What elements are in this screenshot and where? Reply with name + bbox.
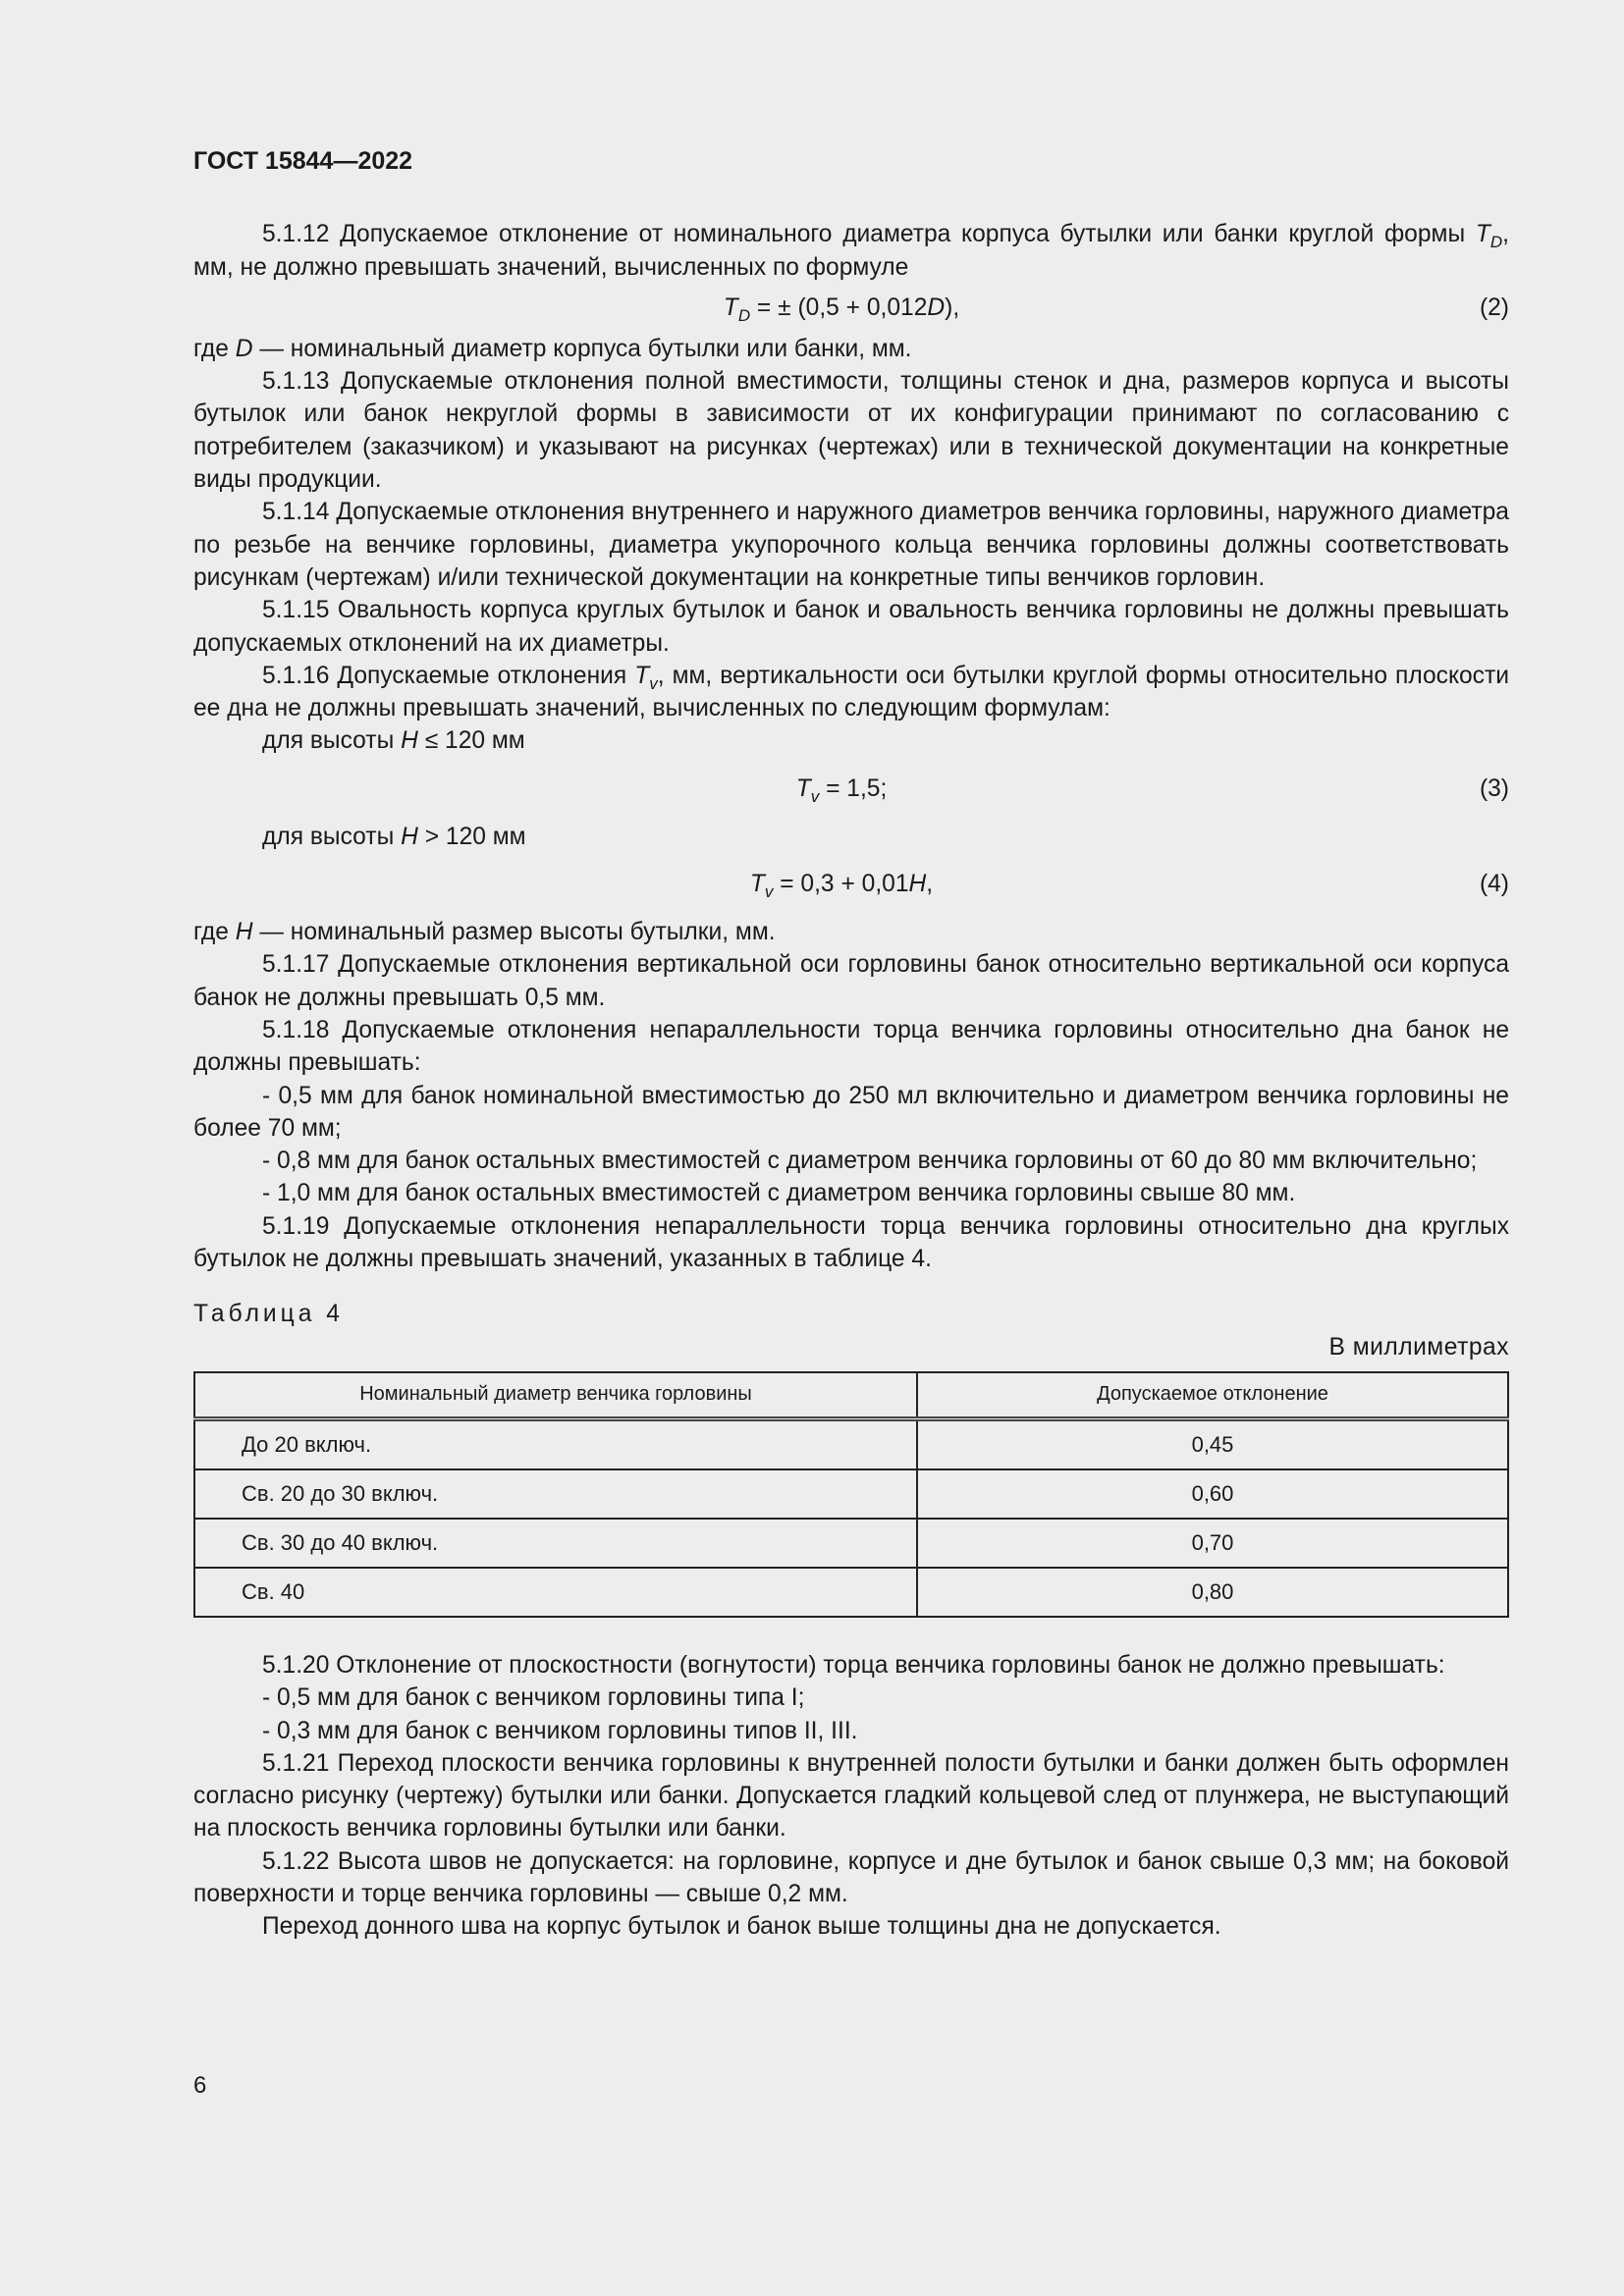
formula-number: (3) bbox=[1479, 775, 1509, 803]
table-row bbox=[194, 1469, 1508, 1519]
paragraph-5-1-21: 5.1.21 Переход плоскости венчика горловины к внутренней полости бутылки и банки должен быть оформлен согласно рисунку (чертежу) бутылки или банки. Допускается гладкий кольцевой след от плунжера, не выступающий на плоскость венчика горловины бутылки или банки. bbox=[193, 1749, 1509, 1842]
condition-height-le-120: для высоты H ≤ 120 мм bbox=[262, 727, 525, 755]
table-header-row bbox=[194, 1372, 1508, 1419]
clause-number: 5.1.18 bbox=[262, 1016, 330, 1043]
table-cell: До 20 включ. bbox=[194, 1418, 917, 1469]
table-cell: 0,80 bbox=[917, 1568, 1508, 1617]
where-clause-h: где H — номинальный размер высоты бутылки, мм. bbox=[193, 919, 776, 946]
paragraph-5-1-18: 5.1.18 Допускаемые отклонения непараллельности торца венчика горловины относительно дна банок не должны превышать: bbox=[193, 1016, 1509, 1077]
column-header: Допускаемое отклонение bbox=[917, 1372, 1508, 1419]
formula-3: $T_v = 1,5$; (3) bbox=[193, 758, 1509, 821]
table-caption: Таблица 4 bbox=[193, 1301, 344, 1328]
page-number: 6 bbox=[193, 2072, 207, 2099]
where-clause-d: где D — номинальный диаметр корпуса бутылки или банки, мм. bbox=[193, 335, 912, 362]
page-content bbox=[193, 145, 1509, 1944]
table-cell: Св. 30 до 40 включ. bbox=[194, 1519, 917, 1568]
paragraph-5-1-20: 5.1.20 Отклонение от плоскостности (вогнутости) торца венчика горловины банок не должно превышать: bbox=[262, 1651, 1445, 1679]
clause-number: 5.1.14 bbox=[262, 499, 330, 526]
table-row bbox=[194, 1418, 1508, 1469]
clause-number: 5.1.12 bbox=[262, 221, 330, 248]
clause-number: 5.1.22 bbox=[262, 1847, 330, 1875]
table-row bbox=[194, 1519, 1508, 1568]
paragraph-5-1-19: 5.1.19 Допускаемые отклонения непараллельности торца венчика горловины относительно дна круглых бутылок не должны превышать значений, указанных в таблице 4. bbox=[193, 1212, 1509, 1273]
table-row bbox=[194, 1568, 1508, 1617]
formula-2: $T_D$ = ± (0,5 + 0,012D), (2) bbox=[193, 284, 1509, 333]
list-item: - 0,8 мм для банок остальных вместимостей с диаметром венчика горловины от 60 до 80 мм включительно; bbox=[262, 1148, 1478, 1175]
clause-number: 5.1.17 bbox=[262, 951, 330, 979]
clause-number: 5.1.16 bbox=[262, 662, 330, 689]
clause-number: 5.1.15 bbox=[262, 597, 330, 624]
table-units: В миллиметрах bbox=[1328, 1333, 1509, 1361]
condition-height-gt-120: для высоты H > 120 мм bbox=[262, 823, 526, 850]
table-cell: Св. 40 bbox=[194, 1568, 917, 1617]
column-header: Номинальный диаметр венчика горловины bbox=[194, 1372, 917, 1419]
formula-number: (2) bbox=[1479, 294, 1509, 322]
list-item: - 0,5 мм для банок номинальной вместимостью до 250 мл включительно и диаметром венчика горловины не более 70 мм; bbox=[193, 1082, 1509, 1142]
list-item: - 0,5 мм для банок с венчиком горловины типа I; bbox=[262, 1684, 805, 1712]
clause-number: 5.1.20 bbox=[262, 1651, 330, 1679]
paragraph-final: Переход донного шва на корпус бутылок и банок выше толщины дна не допускается. bbox=[262, 1913, 1221, 1941]
paragraph-5-1-13: 5.1.13 Допускаемые отклонения полной вместимости, толщины стенок и дна, размеров корпуса и высоты бутылок или банок некруглой формы в зависимости от их конфигурации принимают по согласованию с потребителем (заказчиком) и указывают на рисунках (чертежах) или в технической документации на конкретные виды продукции. bbox=[193, 368, 1509, 494]
document-header: ГОСТ 15844—2022 bbox=[193, 147, 413, 175]
table-cell: 0,60 bbox=[917, 1469, 1508, 1519]
table-cell: 0,45 bbox=[917, 1418, 1508, 1469]
table-cell: Св. 20 до 30 включ. bbox=[194, 1469, 917, 1519]
clause-number: 5.1.19 bbox=[262, 1212, 330, 1240]
paragraph-5-1-17: 5.1.17 Допускаемые отклонения вертикальной оси горловины банок относительно вертикальной оси корпуса банок не должны превышать 0,5 мм. bbox=[193, 951, 1510, 1011]
paragraph-5-1-14: 5.1.14 Допускаемые отклонения внутреннего и наружного диаметров венчика горловины, наружного диаметра по резьбе на венчике горловины, диаметра укупорочного кольца венчика горловины должны соответствовать рисункам (чертежам) и/или технической документации на конкретные типы венчиков горловин. bbox=[193, 499, 1509, 591]
paragraph-5-1-15: 5.1.15 Овальность корпуса круглых бутылок и банок и овальность венчика горловины не должны превышать допускаемых отклонений на их диаметры. bbox=[193, 597, 1509, 657]
list-item: - 0,3 мм для банок с венчиком горловины типов II, III. bbox=[262, 1717, 858, 1744]
clause-number: 5.1.13 bbox=[262, 368, 330, 396]
paragraph-5-1-12: 5.1.12 Допускаемое отклонение от номинального диаметра корпуса бутылки или банки круглой формы $T_D$, мм, не должно превышать значений, вычисленных по формуле bbox=[193, 221, 1510, 281]
formula-number: (4) bbox=[1479, 871, 1509, 898]
table-4 bbox=[193, 1371, 1509, 1618]
clause-number: 5.1.21 bbox=[262, 1749, 330, 1777]
table-cell: 0,70 bbox=[917, 1519, 1508, 1568]
paragraph-5-1-22: 5.1.22 Высота швов не допускается: на горловине, корпусе и дне бутылок и банок свыше 0,3 мм; на боковой поверхности и торце венчика горловины — свыше 0,2 мм. bbox=[193, 1847, 1510, 1907]
formula-4: $T_v = 0,3 + 0,01H$, (4) bbox=[193, 853, 1509, 916]
paragraph-5-1-16: 5.1.16 Допускаемые отклонения $T_v$, мм, вертикальности оси бутылки круглой формы относительно плоскости ее дна не должны превышать значений, вычисленных по следующим формулам: bbox=[193, 662, 1509, 722]
list-item: - 1,0 мм для банок остальных вместимостей с диаметром венчика горловины свыше 80 мм. bbox=[262, 1180, 1296, 1207]
